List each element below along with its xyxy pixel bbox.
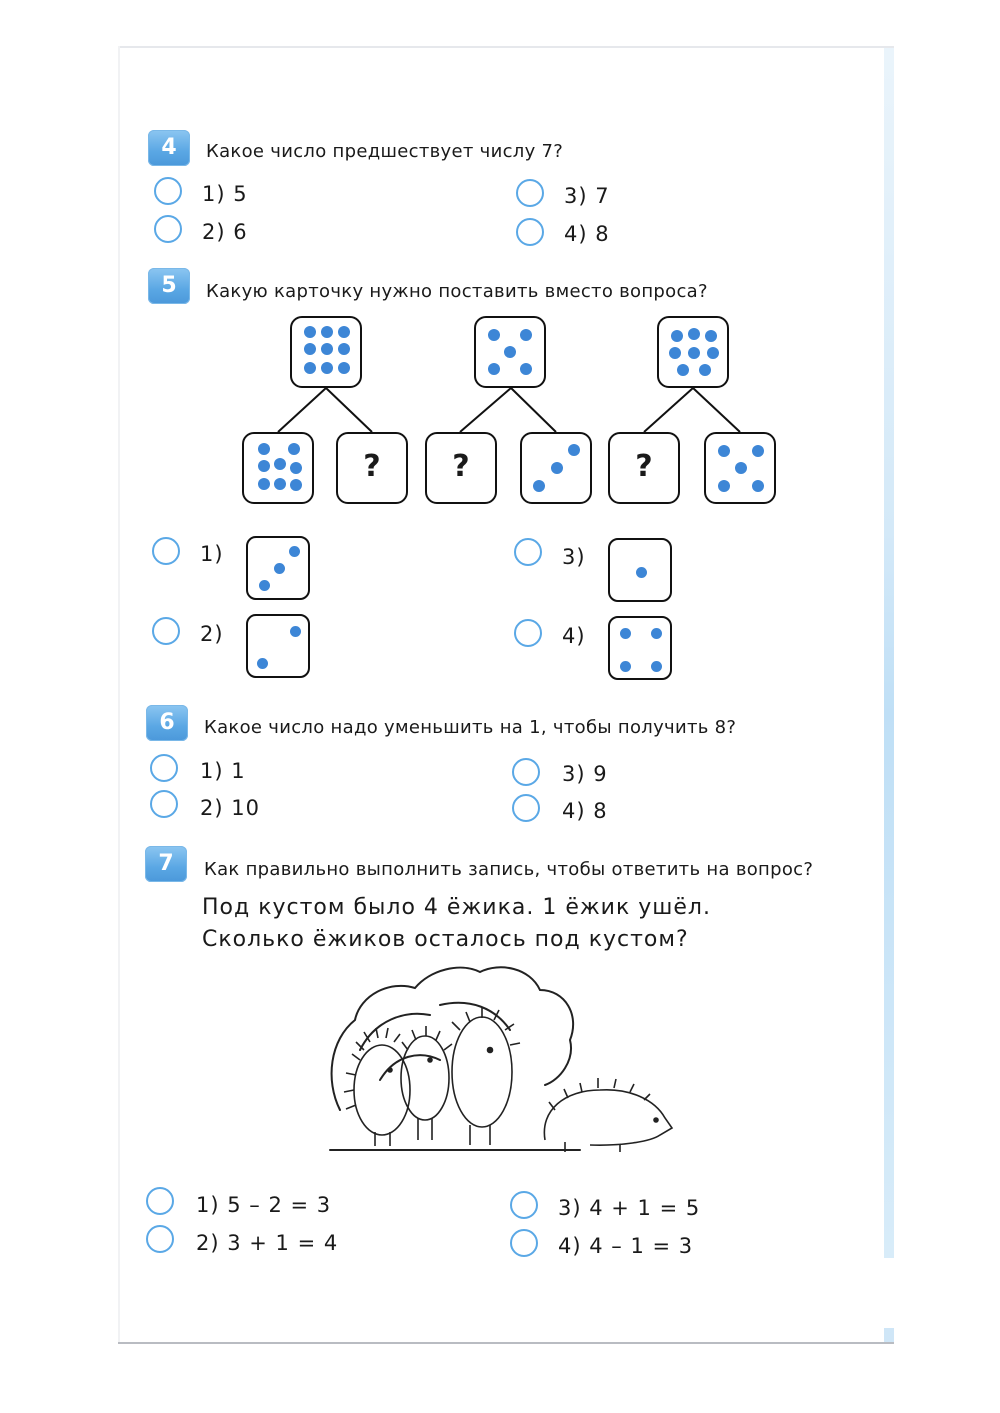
q7-option-2-label: 2) 3 + 1 = 4: [196, 1231, 339, 1255]
q7-option-2-radio[interactable]: [146, 1225, 174, 1253]
tree-bottom-card-4: [520, 432, 592, 504]
q5-option-3-label: 3): [562, 545, 586, 569]
q5-option-4-label: 4): [562, 624, 586, 648]
q5-option-3-card[interactable]: [608, 538, 672, 602]
q5-option-1-card[interactable]: [246, 536, 310, 600]
q7-option-4-radio[interactable]: [510, 1229, 538, 1257]
question-5-number: 5: [148, 268, 190, 304]
question-mark: ?: [363, 449, 381, 484]
q4-option-3-label: 3) 7: [564, 184, 610, 208]
tree-bottom-card-1: [242, 432, 314, 504]
q5-option-1-label: 1): [200, 542, 224, 566]
page-edge-bottom: [118, 1342, 894, 1344]
q7-story-line-1: Под кустом было 4 ёжика. 1 ёжик ушёл.: [202, 895, 711, 920]
q6-option-2-label: 2) 10: [200, 796, 260, 820]
tree-bottom-card-3-unknown: [425, 432, 497, 504]
q5-option-2-label: 2): [200, 622, 224, 646]
decorative-side-band-bottom: [884, 1328, 894, 1342]
q5-option-3-radio[interactable]: [514, 538, 542, 566]
q5-option-2-radio[interactable]: [152, 617, 180, 645]
tree-top-card-3: [657, 316, 729, 388]
tree-bottom-card-2-unknown: [336, 432, 408, 504]
q7-option-4-label: 4) 4 – 1 = 3: [558, 1234, 694, 1258]
q6-option-4-label: 4) 8: [562, 799, 608, 823]
q6-option-1-radio[interactable]: [150, 754, 178, 782]
q5-option-1-radio[interactable]: [152, 537, 180, 565]
q5-option-2-card[interactable]: [246, 614, 310, 678]
q6-option-3-radio[interactable]: [512, 758, 540, 786]
question-4-number: 4: [148, 130, 190, 166]
question-5-text: Какую карточку нужно поставить вместо вопроса?: [206, 281, 708, 302]
q7-option-1-radio[interactable]: [146, 1187, 174, 1215]
q5-option-4-radio[interactable]: [514, 619, 542, 647]
question-7-text: Как правильно выполнить запись, чтобы ответить на вопрос?: [204, 859, 814, 880]
q5-option-4-card[interactable]: [608, 616, 672, 680]
q6-option-1-label: 1) 1: [200, 759, 246, 783]
tree-top-card-2: [474, 316, 546, 388]
tree-top-card-1: [290, 316, 362, 388]
question-mark: ?: [452, 449, 470, 484]
q7-story-line-2: Сколько ёжиков осталось под кустом?: [202, 927, 689, 952]
q7-option-3-radio[interactable]: [510, 1191, 538, 1219]
q6-option-3-label: 3) 9: [562, 762, 608, 786]
q7-option-3-label: 3) 4 + 1 = 5: [558, 1196, 701, 1220]
q4-option-2-label: 2) 6: [202, 220, 248, 244]
q6-option-4-radio[interactable]: [512, 794, 540, 822]
q4-option-4-label: 4) 8: [564, 222, 610, 246]
tree-bottom-card-6: [704, 432, 776, 504]
question-6-text: Какое число надо уменьшить на 1, чтобы получить 8?: [204, 717, 737, 738]
tree-bottom-card-5-unknown: [608, 432, 680, 504]
q7-option-1-label: 1) 5 – 2 = 3: [196, 1193, 332, 1217]
question-mark: ?: [635, 449, 653, 484]
hedgehogs-illustration: [320, 960, 680, 1175]
number-tree-lines: [0, 0, 1000, 520]
question-6-number: 6: [146, 705, 188, 741]
question-7-number: 7: [145, 846, 187, 882]
question-4-text: Какое число предшествует числу 7?: [206, 141, 564, 162]
q4-option-1-label: 1) 5: [202, 182, 248, 206]
q6-option-2-radio[interactable]: [150, 790, 178, 818]
